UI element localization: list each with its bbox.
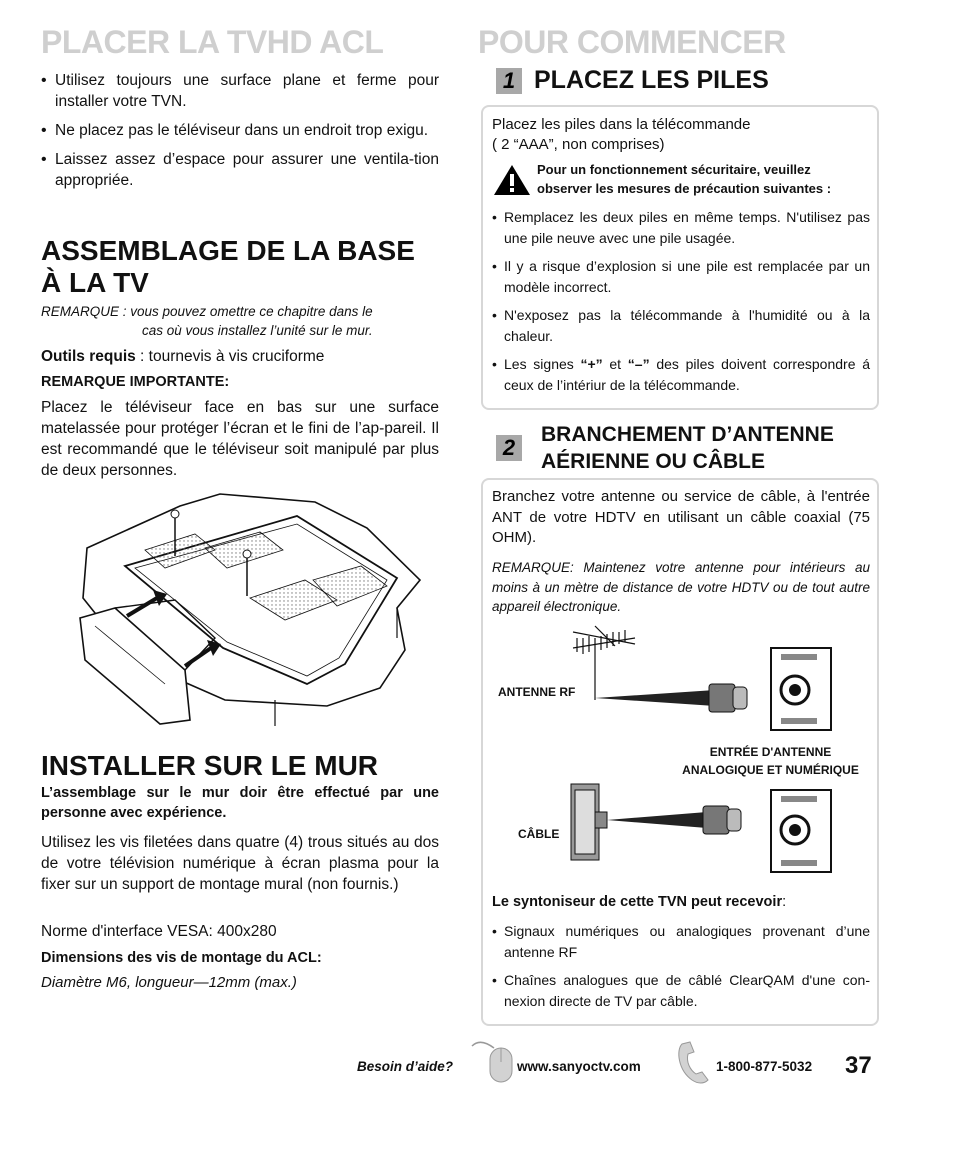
footer-phone: 1-800-877-5032 — [716, 1059, 813, 1074]
outils-text: : tournevis à vis cruciforme — [135, 348, 325, 365]
remarque-text: : vous pouvez omettre ce chapitre dans le — [119, 304, 373, 319]
heading-assemblage: ASSEMBLAGE DE LA BASE À LA TV — [41, 235, 415, 298]
heading-commencer: POUR COMMENCER — [478, 24, 786, 60]
list-item: • Laissez assez d’espace pour assurer une ventila-tion appropriée. — [41, 149, 439, 191]
warning-icon — [493, 164, 531, 196]
footer-besoin: Besoin d’aide? — [357, 1059, 454, 1074]
tv-base-illustration — [75, 488, 435, 728]
label-entree: ENTRÉE D'ANTENNE ANALOGIQUE ET NUMÉRIQUE — [682, 745, 859, 777]
label-cable: CÂBLE — [518, 827, 560, 841]
list-item: • N'exposez pas la télécommande à l'humidité ou à la chaleur. — [492, 305, 870, 346]
placer-bullet-list — [41, 70, 439, 199]
vesa-text: Norme d'interface VESA: 400x280 — [41, 923, 277, 940]
list-item: • Ne placez pas le téléviseur dans un endroit trop exigu. — [41, 120, 439, 141]
step1-badge: 1 — [496, 68, 522, 94]
piles-intro-2: ( 2 “AAA”, non comprises) — [492, 136, 665, 153]
importante-text: Placez le téléviseur face en bas sur une surface matelassée pour protéger l’écran et le fini de l’ap-pareil. Il est recommandé que le téléviseur soit manipulé par plus de deux personnes. — [41, 399, 439, 479]
list-item: • Remplacez les deux piles en même temps. N'utilisez pas une pile neuve avec une pile usagée. — [492, 207, 870, 248]
mouse-icon — [468, 1040, 516, 1086]
step2-badge: 2 — [496, 435, 522, 461]
outils-label: Outils requis — [41, 348, 136, 365]
footer-website[interactable]: www.sanyoctv.com — [517, 1059, 641, 1074]
remarque-importante: REMARQUE IMPORTANTE: — [41, 374, 230, 390]
label-antenne-rf: ANTENNE RF — [498, 685, 576, 699]
antenne-text: Branchez votre antenne ou service de câble, à l'entrée ANT de votre HDTV en utilisant un câble coaxial (75 OHM). — [492, 488, 870, 546]
installer-bold: L’assemblage sur le mur doir être effectué par une personne avec expérience. — [41, 785, 439, 821]
piles-panel — [481, 105, 879, 410]
list-item: • Utilisez toujours une surface plane et ferme pour installer votre TVN. — [41, 70, 439, 112]
heading-installer: INSTALLER SUR LE MUR — [41, 750, 379, 781]
remarque-label: REMARQUE — [41, 304, 120, 319]
step2-title: BRANCHEMENT D’ANTENNE AÉRIENNE OU CÂBLE — [541, 423, 834, 473]
syntoniseur-line: Le syntoniseur de cette TVN peut recevoir: — [492, 894, 787, 910]
list-item: • Il y a risque d’explosion si une pile est remplacée par un modèle incorrect. — [492, 256, 870, 297]
list-item: • Chaînes analogues que de câblé ClearQAM d'une con-nexion directe de TV par câble. — [492, 970, 870, 1011]
remarque2-label: REMARQUE — [492, 560, 571, 575]
step1-title: PLACEZ LES PILES — [534, 66, 769, 94]
piles-bullet-list — [492, 207, 870, 403]
remarque2-text: : Maintenez votre antenne pour intérieurs au moins à un mètre de distance de votre HDTV ou de tout autre appareil électronique. — [492, 560, 870, 614]
remarque-note — [41, 302, 441, 340]
dimensions-label: Dimensions des vis de montage du ACL: — [41, 950, 322, 966]
syntoniseur-bullet-list — [492, 921, 870, 1019]
page-number: 37 — [845, 1052, 872, 1079]
syntoniseur-label: Le syntoniseur de cette TVN peut recevoir — [492, 894, 783, 910]
antenna-icon — [573, 626, 635, 700]
phone-icon — [674, 1040, 714, 1086]
installer-text: Utilisez les vis filetées dans quatre (4) trous situés au dos de votre télévision numérique à écran plasma pour la fixer sur un support de montage mural (non fournis.) — [41, 834, 439, 893]
list-item: • Signaux numériques ou analogiques provenant d’une antenne RF — [492, 921, 870, 962]
list-item: • Les signes “+” et “–” des piles doivent correspondre á ceux de l’intériur de la télécommande. — [492, 354, 870, 395]
heading-placer: PLACER LA TVHD ACL — [41, 24, 384, 60]
dimensions-value: Diamètre M6, longueur—12mm (max.) — [41, 974, 297, 991]
piles-intro: Placez les piles dans la télécommande — [492, 116, 751, 133]
warning-text: Pour un fonctionnement sécuritaire, veuillez observer les mesures de précaution suivantes : — [537, 162, 832, 196]
remarque2-note — [492, 558, 870, 617]
antenne-panel — [481, 478, 879, 1026]
remarque-text-2: cas où vous installez l’unité sur le mur. — [142, 323, 373, 338]
outils-line — [41, 346, 441, 367]
